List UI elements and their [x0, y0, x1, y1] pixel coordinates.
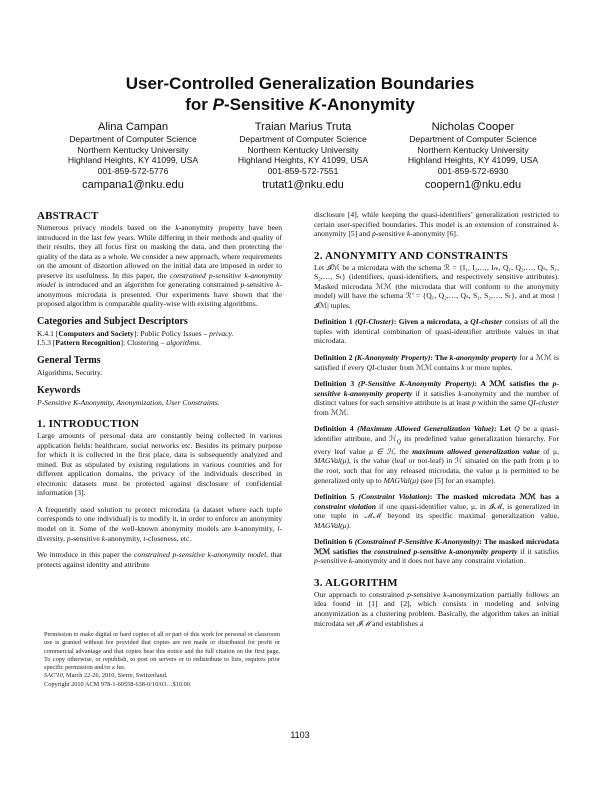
title-line-2 [0, 94, 600, 115]
title-text: P [212, 95, 224, 114]
title-text: -Anonymity [321, 95, 415, 114]
author-department: Department of Computer Science [239, 134, 367, 144]
author-department: Department of Computer Science [409, 134, 537, 144]
author-address: Highland Heights, KY 41099, USA [407, 155, 539, 165]
section-2-heading: 2. ANONYMITY AND CONSTRAINTS [314, 249, 509, 262]
author-address: Highland Heights, KY 41099, USA [67, 155, 199, 165]
section-3-paragraph: Our approach to constrained p-sensitive k-anonymization partially follows an idea found in [1] and [2], which consists in modeling and solving anonymization as a clustering problem. Basically, the algorithm takes an initial microdata set 𝓘ℳ and establishes a [314, 589, 559, 628]
title-text: -Sensitive [223, 95, 309, 114]
abstract-heading: ABSTRACT [37, 210, 99, 222]
author-email: campana1@nku.edu [82, 179, 184, 191]
permission-text: Permission to make digital or hard copies of all or part of this work for personal or classroom use is granted without fee provided that copies are not made or distributed for profit or commercial advantage and that copies bear this notice and the full citation on the first page. To copy otherwise, or republish, to post on servers or to redistribute to lists, requires prior specific permission and/or a fee. [44, 631, 280, 672]
author-department: Department of Computer Science [69, 134, 197, 144]
definition-5: Definition 5 (Constraint Violation): The masked microdata ℳℳ has a constraint violation if one quasi-identifier value, μ, in 𝓘ℳ, is generalized in one tuple in ℳℳ beyond its specific maximal generalization value, MAGVal(μ). [314, 492, 560, 530]
intro-paragraph-3: We introduce in this paper the constrained p-sensitive k-anonymity model, that protects against identity and attribute [37, 550, 283, 569]
definition-6: Definition 6 (Constrained P-Sensitive K-Anonymity): The masked microdata ℳℳ satisfies the constrained p-sensitive k-anonymity property if it satisfies p-sensitive k-anonymity and it does not have any constraint violation. [314, 537, 560, 566]
definition-4: Definition 4 (Maximum Allowed Generalization Value): Let Q be a quasi-identifier attribute, and ℋ$_Q$ its predefined value generalization hierarchy. For every leaf value μ ∈ ℋ, the maximum allowed generalization value of μ, MAGVal(μ), is the value (leaf or not-leaf) in ℋ situated on the path from μ to the root, such that for any released microdata, the value μ is permitted to be generalized only up to MAGVal(μ) (see [5] for an example). [314, 424, 560, 485]
author-name: Nicholas Cooper [431, 121, 515, 133]
section-3-heading: 3. ALGORITHM [314, 576, 398, 589]
author-2 [218, 121, 388, 192]
author-3 [388, 121, 558, 192]
conference-line: SAC'10, March 22-26, 2010, Sierre, Switzerland. [44, 672, 168, 680]
author-1 [48, 121, 218, 192]
definition-3: Definition 3 (P-Sensitive K-Anonymity Property): A ℳℳ satisfies the p-sensitive k-anonymity property if it satisfies k-anonymity and the number of distinct values for each sensitive attribute is at least p within the same QI-cluster from ℳℳ. [314, 379, 560, 417]
author-phone: 001-859-572-7551 [267, 165, 339, 176]
intro-continuation: disclosure [4], while keeping the quasi-identifiers’ generalization restricted to certain user-specified boundaries. This model is an extension of constrained k-anonymity [5] and p-sensitive k-anonymity [6]. [314, 210, 559, 239]
left-column [37, 210, 282, 569]
section-2-paragraph: Let 𝓘ℳ be a microdata with the schema ℛ = {I₁, I₂,…, Iₘ, Q₁, Q₂,…, Qₛ, S₁, S₂,…, Sₜ} (identifiers, quasi-identifiers, and respectively sensitive attributes). Masked microdata ℳℳ (the microdata that will conform to the anonymity model) will have the schema ℛ’ = {Q₁, Q₂,…, Qₛ, S₁, S₂,…, Sₜ}, and at most |𝓘ℳ| tuples. [314, 262, 559, 310]
paper-title [0, 73, 600, 115]
author-block [48, 121, 558, 192]
category-line-2: I.5.3 [Pattern Recognition]: Clustering – algorithms. [37, 338, 202, 348]
author-name: Traian Marius Truta [254, 121, 352, 133]
author-name: Alina Campan [97, 121, 169, 133]
author-email: trutat1@nku.edu [262, 179, 344, 191]
keywords-text: P-Sensitive K-Anonymity, Anonymization, User Constraints. [37, 397, 220, 407]
author-university: Northern Kentucky University [417, 144, 529, 155]
intro-paragraph-1: Large amounts of personal data are constantly being collected in various application fields: healthcare, social networks etc. Besides its primary purpose for which it is collected in the first place, data is subsequently analyzed and mined. But as stipulated by existing regulations in various countries and for different application domains, the privacy of the individuals described in electronic datasets must be protected against disclosure of confidential information [3]. [37, 431, 282, 498]
permission-notice [44, 631, 280, 689]
categories-heading: Categories and Subject Descriptors [37, 315, 188, 327]
abstract-text: Numerous privacy models based on the k-anonymity property have been introduced in the last few years. While differing in their methods and quality of their results, they all focus first on masking the data, and then protecting the quality of the data as a whole. We consider a new approach, where requirements on the amount of distortion allowed on the initial data are imposed in order to preserve its usefulness. In this paper, the constrained p-sensitive k-anonymity model is introduced and an algorithm for generating constrained p-sensitive k-anonymous microdata is presented. Our experiments have shown that the proposed algorithm is comparable quality-wise with existing algorithms. [37, 223, 282, 309]
author-phone: 001-859-572-6930 [437, 165, 509, 176]
general-terms-text: Algorithms, Security. [37, 368, 103, 378]
author-phone: 001-859-572-5776 [97, 165, 169, 176]
author-university: Northern Kentucky University [247, 144, 359, 155]
copyright-line: Copyright 2010 ACM 978-1-60558-638-0/10/03…$10.00. [44, 680, 192, 688]
definition-1: Definition 1 (QI-Cluster): Given a microdata, a QI-cluster consists of all the tuples with identical combination of quasi-identifier attribute values in that microdata. [314, 317, 559, 346]
page-number: 1103 [290, 730, 310, 740]
right-column [314, 210, 559, 628]
title-text: K [309, 95, 322, 114]
title-line-1: User-Controlled Generalization Boundaries [125, 74, 475, 93]
general-terms-heading: General Terms [37, 355, 101, 367]
definition-2: Definition 2 (K-Anonymity Property): The k-anonymity property for a ℳℳ is satisfied if every QI-cluster from ℳℳ contains k or more tuples. [314, 353, 559, 372]
author-university: Northern Kentucky University [77, 144, 189, 155]
category-line-1: K.4.1 [Computers and Society]: Public Policy Issues – privacy. [37, 328, 234, 338]
author-address: Highland Heights, KY 41099, USA [237, 155, 369, 165]
title-text: for [185, 95, 213, 114]
author-email: coopern1@nku.edu [424, 179, 522, 191]
intro-paragraph-2: A frequently used solution to protect microdata (a dataset where each tuple corresponds to one individual) is to modify it, in order to enforce an anonymity model on it. Some of the well-known anonymity models are k-anonymity, l-diversity, p-sensitive k-anonymity, t-closeness, etc. [37, 504, 282, 543]
introduction-heading: 1. INTRODUCTION [37, 418, 140, 431]
keywords-heading: Keywords [37, 384, 81, 396]
